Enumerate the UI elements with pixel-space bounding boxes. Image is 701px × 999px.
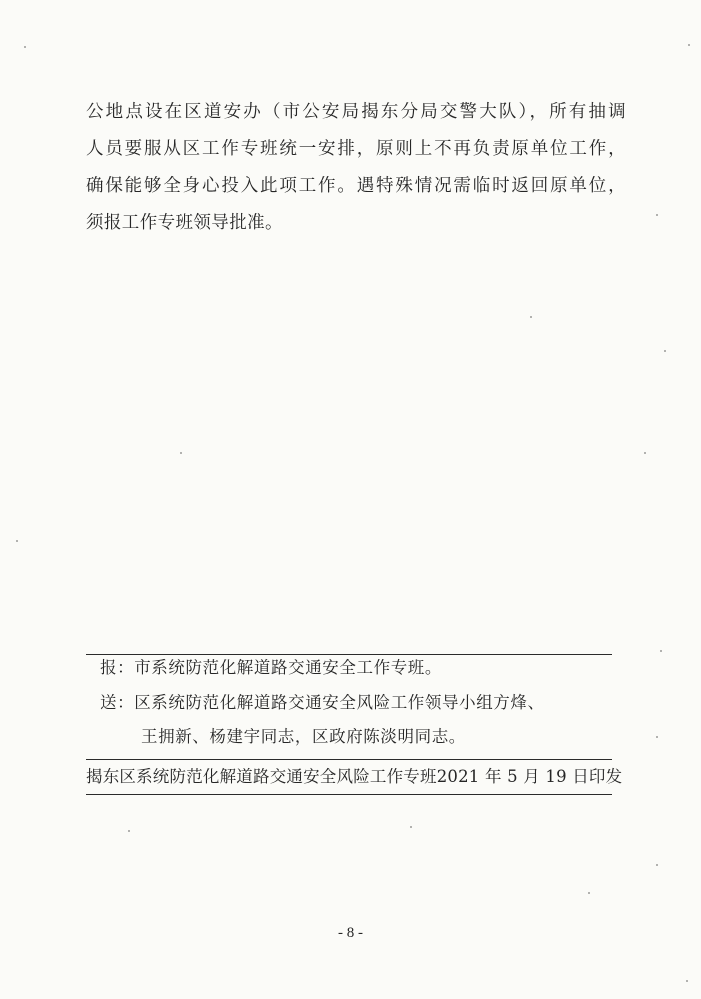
scan-speck — [588, 892, 590, 894]
scan-speck — [656, 214, 658, 216]
issuer-org: 揭东区系统防范化解道路交通安全风险工作专班 — [86, 767, 437, 786]
scan-speck — [656, 736, 658, 738]
scan-speck — [180, 452, 182, 454]
scan-speck — [128, 830, 130, 832]
distribution-bottom-rule — [86, 794, 612, 795]
report-text: 市系统防范化解道路交通安全工作专班。 — [134, 658, 443, 677]
send-to-line-continued — [141, 722, 466, 752]
scan-speck — [644, 452, 646, 454]
scan-speck — [530, 316, 532, 318]
scan-speck — [656, 864, 658, 866]
body-paragraph — [86, 94, 626, 242]
send-text-line-1: 区系统防范化解道路交通安全风险工作领导小组方烽、 — [134, 693, 545, 712]
send-text-line-2: 王拥新、杨建宇同志，区政府陈淡明同志。 — [141, 727, 466, 746]
scan-speck — [688, 44, 690, 46]
page-number: - 8 - — [338, 925, 363, 941]
distribution-middle-rule — [86, 759, 612, 760]
issue-date: 2021 年 5 月 19 日印发 — [436, 767, 623, 786]
scan-speck — [664, 350, 666, 352]
scan-speck — [24, 46, 26, 48]
send-to-line — [100, 688, 545, 718]
report-label: 报： — [100, 658, 135, 677]
body-line-1: 公地点设在区道安办（市公安局揭东分局交警大队），所有抽调 — [86, 102, 626, 122]
body-line-3: 确保能够全身心投入此项工作。遇特殊情况需临时返回原单位， — [86, 176, 626, 196]
report-to-line — [100, 653, 442, 683]
send-label: 送： — [100, 693, 135, 712]
scan-speck — [686, 980, 688, 982]
scan-speck — [660, 650, 662, 652]
issuer-line — [86, 762, 623, 792]
scan-speck — [410, 826, 412, 828]
body-line-2: 人员要服从区工作专班统一安排，原则上不再负责原单位工作， — [86, 139, 626, 159]
scan-speck — [16, 540, 18, 542]
body-line-4: 须报工作专班领导批准。 — [86, 213, 283, 233]
